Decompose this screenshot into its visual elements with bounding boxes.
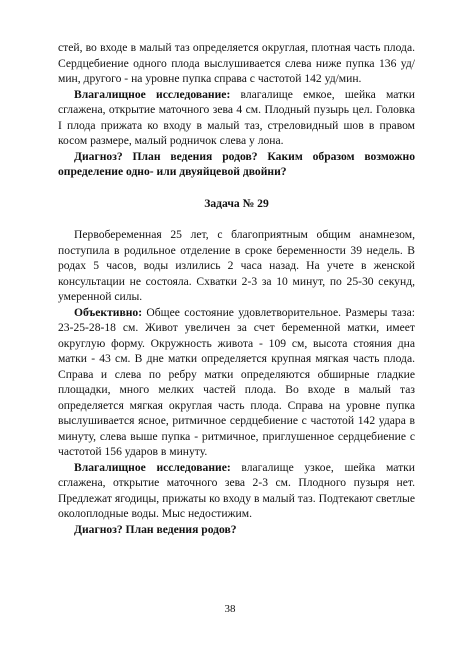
vaginal-exam-label-1: Влагалищное исследование: — [74, 87, 231, 101]
paragraph-vaginal-exam-1 — [58, 87, 415, 149]
paragraph-objective — [58, 305, 415, 460]
vaginal-exam-label-2: Влагалищное исследование: — [74, 460, 231, 474]
question-diagnosis-2: Диагноз? План ведения родов? — [74, 522, 237, 536]
vaginal-exam-text-2: влагалище узкое, шейка матки сглажена, открытие маточного зева 2-3 см. Плодного пузыря нет. Предлежат ягодицы, прижаты ко входу в малый таз. Подтекают светлые околоплодные воды. Мыс недостижим. — [58, 460, 415, 520]
document-page — [58, 40, 415, 537]
task-title: Задача № 29 — [204, 196, 269, 210]
paragraph-anamnesis: Первобеременная 25 лет, с благоприятным общим анамнезом, поступила в родильное отделение в сроке беременности 39 недель. В родах 5 часов, воды излились 2 часа назад. На учете в женской консультации не состояла. Схватки 2-3 за 10 минут, по 25-30 секунд, умеренной силы. — [58, 228, 415, 303]
objective-text: Общее состояние удовлетворительное. Размеры таза: 23-25-28-18 см. Живот увеличен за счет беременной матки, имеет округлую форму. Окружность живота - 109 см, высота стояния дна матки - 43 см. В дне матки определяется крупная мягкая часть плода. Справа и слева по ребру матки определяются обширные гладкие площадки, много мелких частей плода. Во входе в малый таз определяется мягкая округлая часть плода. Справа на уровне пупка выслушивается ясное, ритмичное сердцебиение с частотой 142 удара в минуту, слева выше пупка - ритмичное, приглушенное сердцебиение с частотой 156 ударов в минуту. — [58, 305, 415, 458]
paragraph-continuation: стей, во входе в малый таз определяется округлая, плотная часть плода. Сердцебиение одного плода выслушивается слева ниже пупка 136 уд/мин, другого - на уровне пупка справа с частотой 142 уд/мин. — [58, 41, 415, 85]
question-diagnosis-1: Диагноз? План ведения родов? Каким образом возможно определение одно- или двуяйцевой двойни? — [58, 149, 415, 178]
page-number: 38 — [224, 603, 236, 615]
paragraph-vaginal-exam-2 — [58, 460, 415, 522]
vaginal-exam-text-1: влагалище емкое, шейка матки сглажена, открытие маточного зева 4 см. Плодный пузырь цел. Головка I плода прижата ко входу в малый таз, стреловидный шов в правом косом размере, малый родничок слева у лона. — [58, 87, 415, 147]
objective-label: Объективно: — [74, 305, 143, 319]
